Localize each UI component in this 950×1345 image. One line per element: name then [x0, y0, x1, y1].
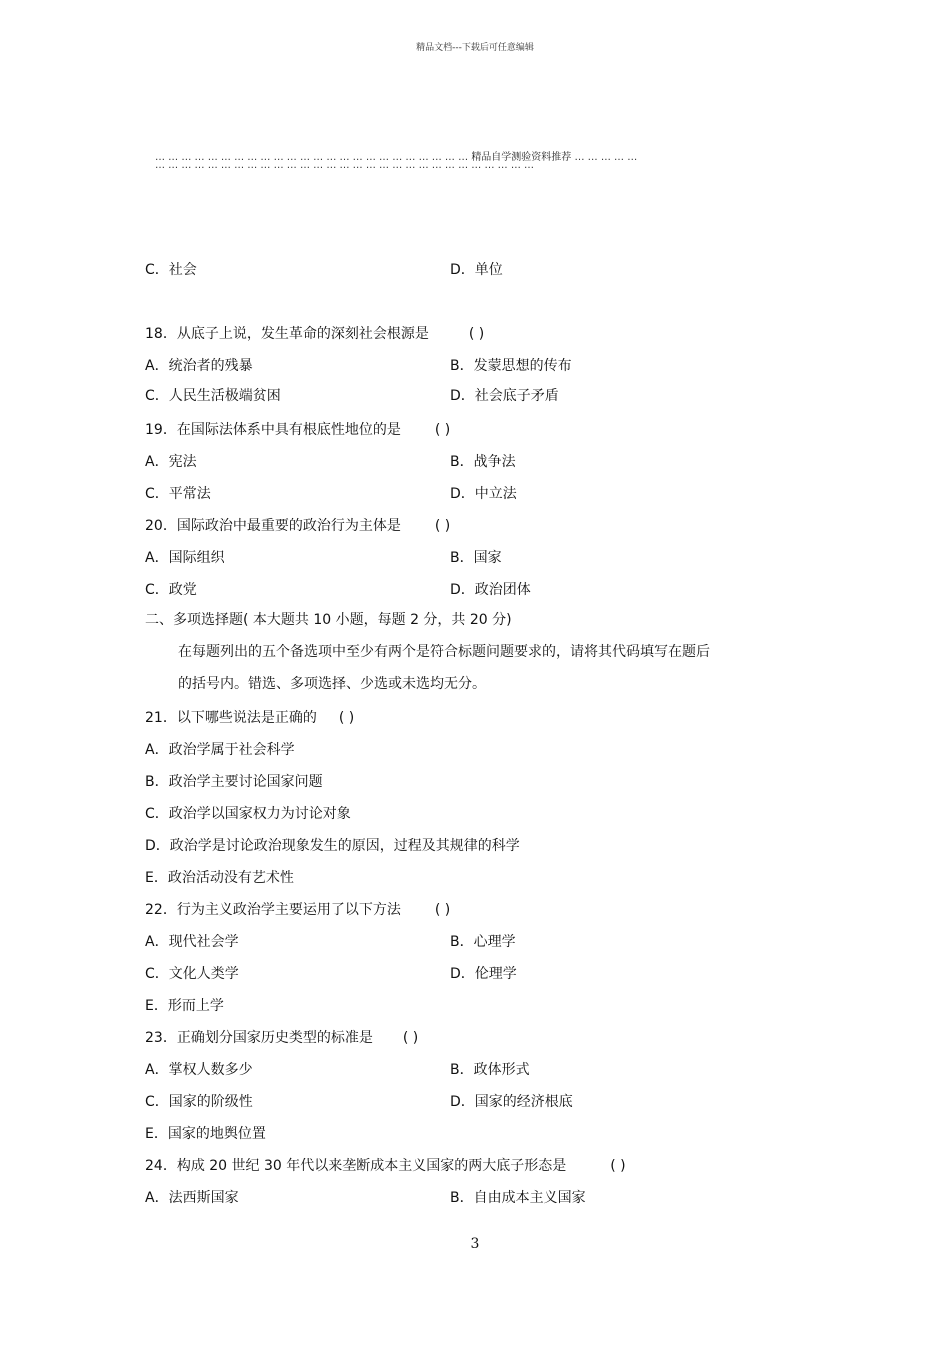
q21-option-d: D．政治学是讨论政治现象发生的原因，过程及其规律的科学 [145, 838, 520, 854]
q18-answer-paren: ( ) [468, 326, 485, 342]
q24-option-a: A．法西斯国家 [145, 1190, 239, 1206]
q21-option-a: A．政治学属于社会科学 [145, 742, 295, 758]
q24-text: 24．构成 20 世纪 30 年代以来垄断成本主义国家的两大底子形态是 [145, 1158, 567, 1174]
q22-answer-paren: ( ) [434, 902, 451, 918]
q23-option-b: B．政体形式 [450, 1062, 530, 1078]
q22-option-c: C．文化人类学 [145, 966, 239, 982]
q18-text: 18．从底子上说，发生革命的深刻社会根源是 [145, 326, 429, 342]
q23-text: 23．正确划分国家历史类型的标准是 [145, 1030, 373, 1046]
q17-option-c: C．社会 [145, 262, 197, 278]
q19-option-d: D．中立法 [450, 486, 517, 502]
q23-option-a: A．掌权人数多少 [145, 1062, 253, 1078]
q20-answer-paren: ( ) [434, 518, 451, 534]
page-header: 精品文档---下载后可任意编辑 [416, 43, 534, 53]
q19-answer-paren: ( ) [434, 422, 451, 438]
q17-option-d: D．单位 [450, 262, 503, 278]
q20-stem [145, 517, 450, 535]
q23-option-d: D．国家的经济根底 [450, 1094, 573, 1110]
q18-option-d: D．社会底子矛盾 [450, 388, 559, 404]
dotted-left: … … … … … … … … … … … … … … … … … … … … … … … … [155, 152, 469, 163]
q24-option-b: B．自由成本主义国家 [450, 1190, 586, 1206]
q20-option-a: A．国际组织 [145, 550, 225, 566]
section-instruction-line2: 的括号内。错选、多项选择、少选或未选均无分。 [178, 676, 486, 692]
q18-stem [145, 325, 484, 343]
q19-option-a: A．宪法 [145, 454, 197, 470]
q21-option-e: E．政治活动没有艺术性 [145, 870, 294, 886]
q19-option-c: C．平常法 [145, 486, 211, 502]
section-instruction-line1: 在每题列出的五个备选项中至少有两个是符合标题问题要求的，请将其代码填写在题后 [178, 644, 710, 660]
dotted-right: … … … … … [574, 152, 638, 163]
dotted-title: 精品自学测验资料推荐 [471, 152, 572, 163]
q21-text: 21．以下哪些说法是正确的 [145, 710, 317, 726]
q23-option-e: E．国家的地舆位置 [145, 1126, 266, 1142]
q23-option-c: C．国家的阶级性 [145, 1094, 253, 1110]
q21-answer-paren: ( ) [338, 710, 355, 726]
q18-option-c: C．人民生活极端贫困 [145, 388, 281, 404]
q19-option-b: B．战争法 [450, 454, 516, 470]
q20-text: 20．国际政治中最重要的政治行为主体是 [145, 518, 401, 534]
q22-text: 22．行为主义政治学主要运用了以下方法 [145, 902, 401, 918]
q18-option-b: B．发蒙思想的传布 [450, 358, 572, 374]
q24-stem [145, 1157, 626, 1175]
q23-stem [145, 1029, 418, 1047]
q21-stem [145, 709, 354, 727]
q20-option-c: C．政党 [145, 582, 197, 598]
q22-option-e: E．形而上学 [145, 998, 224, 1014]
section-heading-multiple-choice: 二、多项选择题( 本大题共 10 小题，每题 2 分，共 20 分) [145, 612, 512, 628]
q19-stem [145, 421, 450, 439]
q18-option-a: A．统治者的残暴 [145, 358, 253, 374]
q20-option-d: D．政治团体 [450, 582, 531, 598]
q21-option-c: C．政治学以国家权力为讨论对象 [145, 806, 351, 822]
q22-option-d: D．伦理学 [450, 966, 517, 982]
page-number: 3 [470, 1236, 480, 1252]
q21-option-b: B．政治学主要讨论国家问题 [145, 774, 323, 790]
q20-option-b: B．国家 [450, 550, 502, 566]
q22-stem [145, 901, 450, 919]
q22-option-a: A．现代社会学 [145, 934, 239, 950]
q19-text: 19．在国际法体系中具有根底性地位的是 [145, 422, 401, 438]
dotted-separator-bottom: … … … … … … … … … … … … … … … … … … … … … … … … … … … … … [155, 160, 535, 171]
q23-answer-paren: ( ) [402, 1030, 419, 1046]
q24-answer-paren: ( ) [610, 1158, 626, 1174]
q22-option-b: B．心理学 [450, 934, 516, 950]
